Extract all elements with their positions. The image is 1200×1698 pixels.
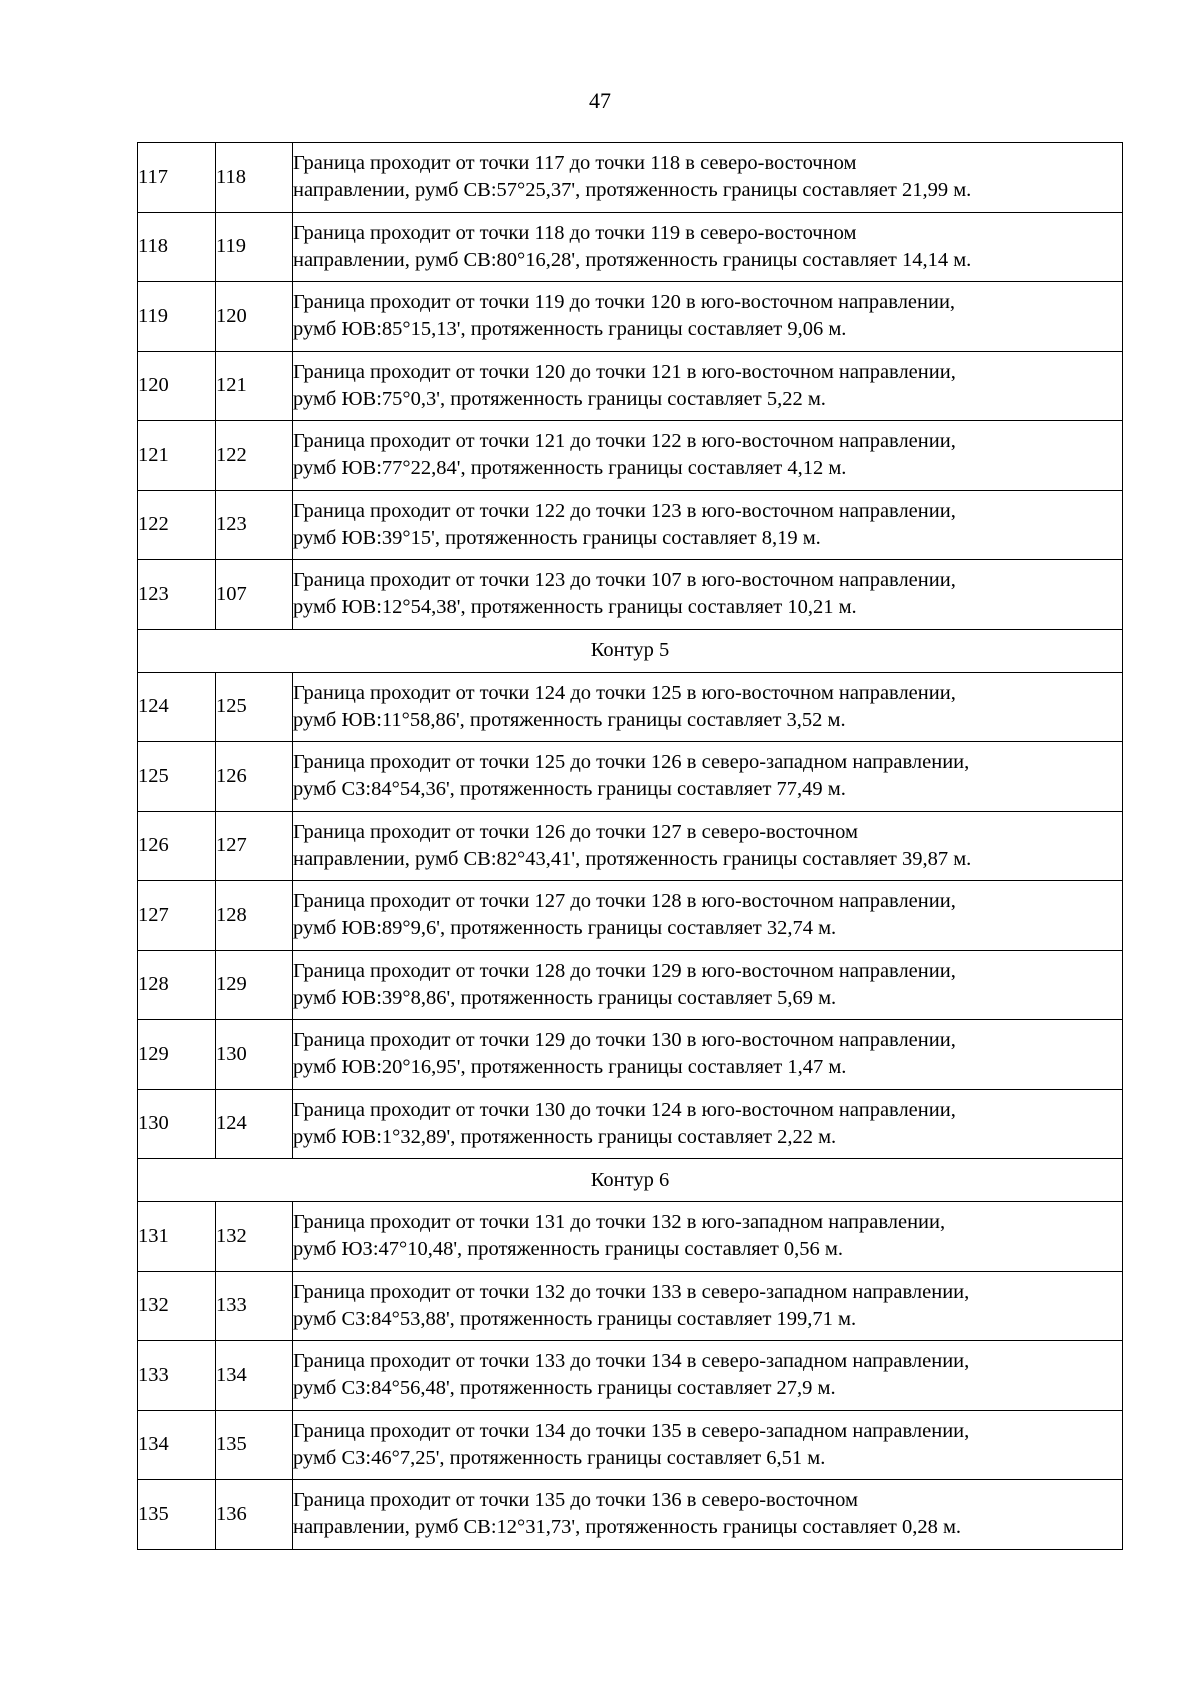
- to-point-cell: 134: [216, 1341, 293, 1411]
- from-point-cell: 127: [138, 881, 216, 951]
- description-cell: [293, 742, 1123, 812]
- from-point-cell: 125: [138, 742, 216, 812]
- to-point-cell: 128: [216, 881, 293, 951]
- table-row: [138, 1341, 1123, 1411]
- from-point-cell: 120: [138, 351, 216, 421]
- from-point-cell: 129: [138, 1020, 216, 1090]
- description-line-1: Граница проходит от точки 127 до точки 128 в юго-восточном направлении,: [293, 890, 956, 913]
- to-point-cell: 136: [216, 1480, 293, 1550]
- description-cell: [293, 1271, 1123, 1341]
- from-point-cell: 134: [138, 1410, 216, 1480]
- from-point-cell: 133: [138, 1341, 216, 1411]
- table-row: [138, 672, 1123, 742]
- from-point-cell: 126: [138, 811, 216, 881]
- description-cell: [293, 881, 1123, 951]
- description-line-2: румб ЮВ:77°22,84', протяженность границы составляет 4,12 м.: [293, 457, 847, 480]
- description-cell: [293, 1410, 1123, 1480]
- table-body: [138, 143, 1123, 1550]
- from-point-cell: 124: [138, 672, 216, 742]
- to-point-cell: 124: [216, 1089, 293, 1159]
- to-point-cell: 122: [216, 421, 293, 491]
- description-cell: [293, 143, 1123, 213]
- description-line-1: Граница проходит от точки 132 до точки 133 в северо-западном направлении,: [293, 1280, 970, 1303]
- to-point-cell: 135: [216, 1410, 293, 1480]
- description-line-2: направлении, румб СВ:80°16,28', протяженность границы составляет 14,14 м.: [293, 248, 972, 271]
- description-line-1: Граница проходит от точки 134 до точки 135 в северо-западном направлении,: [293, 1419, 970, 1442]
- description-cell: [293, 560, 1123, 630]
- table-row: [138, 1410, 1123, 1480]
- description-line-1: Граница проходит от точки 129 до точки 130 в юго-восточном направлении,: [293, 1029, 956, 1052]
- description-line-1: Граница проходит от точки 135 до точки 136 в северо-восточном: [293, 1489, 858, 1512]
- from-point-cell: 128: [138, 950, 216, 1020]
- from-point-cell: 118: [138, 212, 216, 282]
- description-line-1: Граница проходит от точки 124 до точки 125 в юго-восточном направлении,: [293, 681, 956, 704]
- description-line-2: направлении, румб СВ:82°43,41', протяженность границы составляет 39,87 м.: [293, 847, 972, 870]
- to-point-cell: 119: [216, 212, 293, 282]
- description-cell: [293, 672, 1123, 742]
- table-row: [138, 1020, 1123, 1090]
- description-line-2: румб ЮВ:39°8,86', протяженность границы составляет 5,69 м.: [293, 986, 837, 1009]
- from-point-cell: 123: [138, 560, 216, 630]
- table-row: [138, 282, 1123, 352]
- contour-heading-row: [138, 1159, 1123, 1202]
- description-line-1: Граница проходит от точки 117 до точки 118 в северо-восточном: [293, 152, 857, 175]
- description-line-2: направлении, румб СВ:57°25,37', протяженность границы составляет 21,99 м.: [293, 179, 972, 202]
- table-row: [138, 1202, 1123, 1272]
- from-point-cell: 135: [138, 1480, 216, 1550]
- description-cell: [293, 490, 1123, 560]
- to-point-cell: 107: [216, 560, 293, 630]
- description-line-2: румб ЮВ:1°32,89', протяженность границы составляет 2,22 м.: [293, 1125, 837, 1148]
- description-line-2: румб ЮЗ:47°10,48', протяженность границы составляет 0,56 м.: [293, 1238, 844, 1261]
- description-line-1: Граница проходит от точки 120 до точки 121 в юго-восточном направлении,: [293, 360, 956, 383]
- description-cell: [293, 950, 1123, 1020]
- description-line-1: Граница проходит от точки 123 до точки 107 в юго-восточном направлении,: [293, 569, 956, 592]
- description-line-2: румб СЗ:84°53,88', протяженность границы составляет 199,71 м.: [293, 1307, 857, 1330]
- table-row: [138, 143, 1123, 213]
- description-line-1: Граница проходит от точки 130 до точки 124 в юго-восточном направлении,: [293, 1098, 956, 1121]
- table-row: [138, 742, 1123, 812]
- description-line-1: Граница проходит от точки 131 до точки 132 в юго-западном направлении,: [293, 1211, 946, 1234]
- page-number: 47: [589, 88, 611, 113]
- table-row: [138, 490, 1123, 560]
- description-cell: [293, 1480, 1123, 1550]
- description-line-2: румб ЮВ:12°54,38', протяженность границы составляет 10,21 м.: [293, 596, 857, 619]
- to-point-cell: 133: [216, 1271, 293, 1341]
- table-row: [138, 1271, 1123, 1341]
- from-point-cell: 119: [138, 282, 216, 352]
- description-cell: [293, 282, 1123, 352]
- description-cell: [293, 811, 1123, 881]
- description-cell: [293, 1202, 1123, 1272]
- to-point-cell: 132: [216, 1202, 293, 1272]
- description-line-2: румб ЮВ:85°15,13', протяженность границы составляет 9,06 м.: [293, 318, 847, 341]
- description-line-1: Граница проходит от точки 119 до точки 120 в юго-восточном направлении,: [293, 291, 956, 314]
- boundary-description-table: [137, 142, 1123, 1550]
- description-cell: [293, 351, 1123, 421]
- contour-heading: Контур 5: [138, 629, 1123, 672]
- description-cell: [293, 212, 1123, 282]
- description-cell: [293, 1020, 1123, 1090]
- to-point-cell: 120: [216, 282, 293, 352]
- description-line-1: Граница проходит от точки 125 до точки 126 в северо-западном направлении,: [293, 751, 970, 774]
- to-point-cell: 121: [216, 351, 293, 421]
- from-point-cell: 132: [138, 1271, 216, 1341]
- description-line-1: Граница проходит от точки 126 до точки 127 в северо-восточном: [293, 820, 858, 843]
- description-line-2: румб ЮВ:75°0,3', протяженность границы составляет 5,22 м.: [293, 387, 826, 410]
- description-cell: [293, 1089, 1123, 1159]
- table-row: [138, 950, 1123, 1020]
- from-point-cell: 117: [138, 143, 216, 213]
- from-point-cell: 121: [138, 421, 216, 491]
- description-line-2: направлении, румб СВ:12°31,73', протяженность границы составляет 0,28 м.: [293, 1516, 962, 1539]
- to-point-cell: 130: [216, 1020, 293, 1090]
- to-point-cell: 126: [216, 742, 293, 812]
- description-line-1: Граница проходит от точки 122 до точки 123 в юго-восточном направлении,: [293, 499, 956, 522]
- to-point-cell: 118: [216, 143, 293, 213]
- contour-heading-row: [138, 629, 1123, 672]
- from-point-cell: 131: [138, 1202, 216, 1272]
- description-cell: [293, 1341, 1123, 1411]
- description-line-2: румб СЗ:84°54,36', протяженность границы составляет 77,49 м.: [293, 778, 846, 801]
- description-line-1: Граница проходит от точки 118 до точки 119 в северо-восточном: [293, 221, 857, 244]
- table-row: [138, 881, 1123, 951]
- description-line-2: румб ЮВ:89°9,6', протяженность границы составляет 32,74 м.: [293, 917, 837, 940]
- to-point-cell: 129: [216, 950, 293, 1020]
- table-row: [138, 351, 1123, 421]
- from-point-cell: 122: [138, 490, 216, 560]
- table-row: [138, 421, 1123, 491]
- table-row: [138, 560, 1123, 630]
- table-row: [138, 1480, 1123, 1550]
- description-line-2: румб ЮВ:20°16,95', протяженность границы составляет 1,47 м.: [293, 1056, 847, 1079]
- from-point-cell: 130: [138, 1089, 216, 1159]
- contour-heading: Контур 6: [138, 1159, 1123, 1202]
- to-point-cell: 125: [216, 672, 293, 742]
- table-row: [138, 811, 1123, 881]
- to-point-cell: 127: [216, 811, 293, 881]
- description-line-2: румб ЮВ:11°58,86', протяженность границы составляет 3,52 м.: [293, 708, 846, 731]
- description-line-2: румб СЗ:46°7,25', протяженность границы составляет 6,51 м.: [293, 1446, 826, 1469]
- to-point-cell: 123: [216, 490, 293, 560]
- description-line-1: Граница проходит от точки 121 до точки 122 в юго-восточном направлении,: [293, 430, 956, 453]
- description-cell: [293, 421, 1123, 491]
- table-row: [138, 1089, 1123, 1159]
- description-line-2: румб СЗ:84°56,48', протяженность границы составляет 27,9 м.: [293, 1377, 836, 1400]
- description-line-2: румб ЮВ:39°15', протяженность границы составляет 8,19 м.: [293, 526, 821, 549]
- description-line-1: Граница проходит от точки 128 до точки 129 в юго-восточном направлении,: [293, 959, 956, 982]
- table-row: [138, 212, 1123, 282]
- description-line-1: Граница проходит от точки 133 до точки 134 в северо-западном направлении,: [293, 1350, 970, 1373]
